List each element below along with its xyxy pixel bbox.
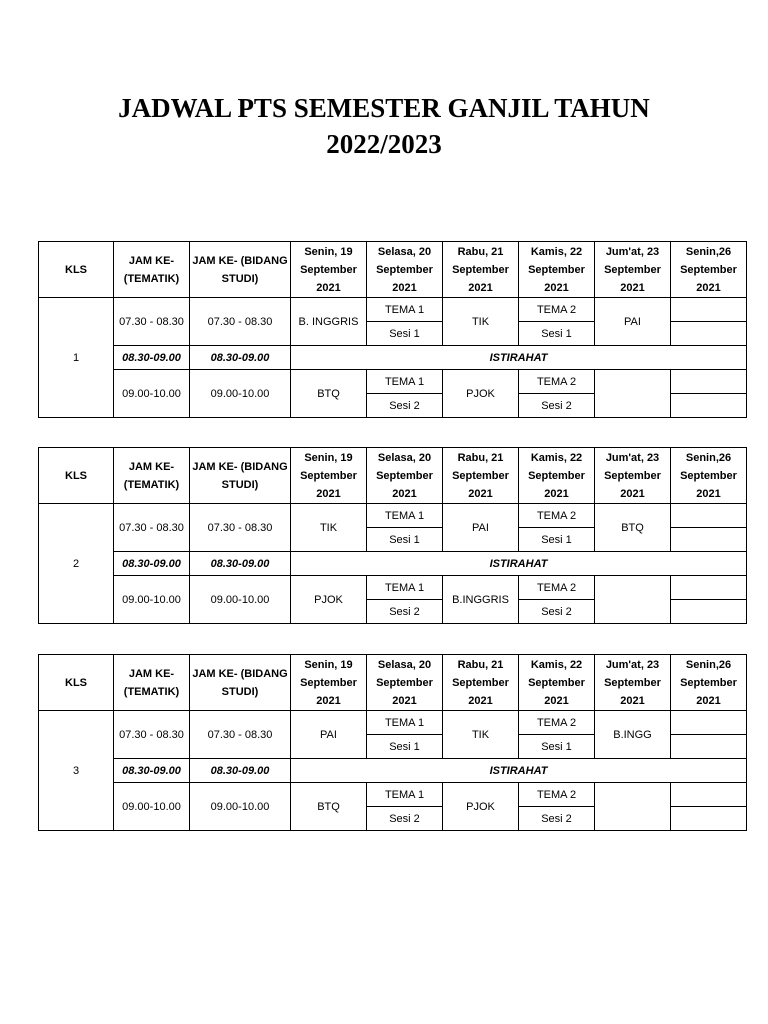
cell-sesi-1: Sesi 1 xyxy=(367,322,443,346)
time-bidang: 09.00-10.00 xyxy=(190,783,291,831)
cell-empty xyxy=(671,504,747,528)
time-tematik: 07.30 - 08.30 xyxy=(114,504,190,552)
table-row xyxy=(39,783,747,807)
table-row xyxy=(39,711,747,735)
cell-rabu: B.INGGRIS xyxy=(443,576,519,624)
cell-tema-2: TEMA 2 xyxy=(519,783,595,807)
title-line-1: JADWAL PTS SEMESTER GANJIL TAHUN xyxy=(118,93,650,123)
time-bidang: 09.00-10.00 xyxy=(190,576,291,624)
cell-sesi-2: Sesi 2 xyxy=(367,807,443,831)
break-time-tematik: 08.30-09.00 xyxy=(114,759,190,783)
time-bidang: 09.00-10.00 xyxy=(190,370,291,418)
cell-empty xyxy=(671,370,747,394)
cell-jumat xyxy=(595,576,671,624)
cell-rabu: PJOK xyxy=(443,783,519,831)
header-day: Senin,26 September 2021 xyxy=(671,242,747,298)
header-kls: KLS xyxy=(39,242,114,298)
cell-tema-1: TEMA 1 xyxy=(367,711,443,735)
cell-tema-2: TEMA 2 xyxy=(519,298,595,322)
cell-senin: BTQ xyxy=(291,783,367,831)
cell-empty xyxy=(671,394,747,418)
header-day: Senin, 19 September 2021 xyxy=(291,448,367,504)
cell-tema-1: TEMA 1 xyxy=(367,783,443,807)
class-number: 2 xyxy=(39,504,114,624)
header-kls: KLS xyxy=(39,655,114,711)
table-row xyxy=(39,504,747,528)
cell-tema-2: TEMA 2 xyxy=(519,576,595,600)
header-row xyxy=(39,448,747,504)
cell-sesi-2: Sesi 2 xyxy=(519,394,595,418)
cell-senin: PJOK xyxy=(291,576,367,624)
cell-empty xyxy=(671,735,747,759)
header-day: Rabu, 21 September 2021 xyxy=(443,242,519,298)
table-row xyxy=(39,576,747,600)
time-tematik: 07.30 - 08.30 xyxy=(114,298,190,346)
header-kls: KLS xyxy=(39,448,114,504)
time-tematik: 09.00-10.00 xyxy=(114,370,190,418)
schedule-table-class-3 xyxy=(38,654,747,831)
cell-senin: B. INGGRIS xyxy=(291,298,367,346)
time-bidang: 07.30 - 08.30 xyxy=(190,298,291,346)
cell-tema-1: TEMA 1 xyxy=(367,370,443,394)
cell-tema-1: TEMA 1 xyxy=(367,298,443,322)
cell-sesi-2: Sesi 2 xyxy=(519,600,595,624)
header-row xyxy=(39,655,747,711)
header-day: Senin,26 September 2021 xyxy=(671,655,747,711)
break-label: ISTIRAHAT xyxy=(291,759,747,783)
cell-rabu: PJOK xyxy=(443,370,519,418)
page-title xyxy=(0,90,768,162)
cell-jumat: B.INGG xyxy=(595,711,671,759)
header-jam-tematik: JAM KE- (TEMATIK) xyxy=(114,448,190,504)
cell-empty xyxy=(671,576,747,600)
cell-rabu: TIK xyxy=(443,711,519,759)
break-label: ISTIRAHAT xyxy=(291,552,747,576)
header-day: Senin, 19 September 2021 xyxy=(291,655,367,711)
cell-jumat xyxy=(595,370,671,418)
cell-sesi-1: Sesi 1 xyxy=(519,322,595,346)
header-day: Kamis, 22 September 2021 xyxy=(519,448,595,504)
cell-empty xyxy=(671,711,747,735)
time-tematik: 09.00-10.00 xyxy=(114,576,190,624)
time-bidang: 07.30 - 08.30 xyxy=(190,504,291,552)
break-time-bidang: 08.30-09.00 xyxy=(190,346,291,370)
title-line-2: 2022/2023 xyxy=(326,129,442,159)
header-day: Rabu, 21 September 2021 xyxy=(443,655,519,711)
header-day: Senin, 19 September 2021 xyxy=(291,242,367,298)
header-row xyxy=(39,242,747,298)
header-jam-tematik: JAM KE- (TEMATIK) xyxy=(114,655,190,711)
time-tematik: 07.30 - 08.30 xyxy=(114,711,190,759)
header-jam-bidang: JAM KE- (BIDANG STUDI) xyxy=(190,242,291,298)
cell-empty xyxy=(671,298,747,322)
cell-empty xyxy=(671,783,747,807)
header-day: Kamis, 22 September 2021 xyxy=(519,242,595,298)
cell-tema-2: TEMA 2 xyxy=(519,370,595,394)
cell-tema-2: TEMA 2 xyxy=(519,504,595,528)
header-day: Senin,26 September 2021 xyxy=(671,448,747,504)
break-time-tematik: 08.30-09.00 xyxy=(114,346,190,370)
cell-tema-1: TEMA 1 xyxy=(367,576,443,600)
header-day: Jum'at, 23 September 2021 xyxy=(595,448,671,504)
cell-sesi-1: Sesi 1 xyxy=(519,528,595,552)
cell-empty xyxy=(671,322,747,346)
cell-sesi-1: Sesi 1 xyxy=(519,735,595,759)
break-row xyxy=(39,759,747,783)
cell-empty xyxy=(671,528,747,552)
cell-empty xyxy=(671,807,747,831)
cell-tema-1: TEMA 1 xyxy=(367,504,443,528)
schedule-table-class-1 xyxy=(38,241,747,418)
cell-rabu: TIK xyxy=(443,298,519,346)
break-row xyxy=(39,552,747,576)
header-day: Selasa, 20 September 2021 xyxy=(367,448,443,504)
header-day: Jum'at, 23 September 2021 xyxy=(595,242,671,298)
cell-sesi-2: Sesi 2 xyxy=(367,600,443,624)
schedule-table-class-2 xyxy=(38,447,747,624)
break-time-bidang: 08.30-09.00 xyxy=(190,759,291,783)
cell-jumat: PAI xyxy=(595,298,671,346)
break-time-tematik: 08.30-09.00 xyxy=(114,552,190,576)
cell-jumat: BTQ xyxy=(595,504,671,552)
table-row xyxy=(39,370,747,394)
header-jam-bidang: JAM KE- (BIDANG STUDI) xyxy=(190,448,291,504)
time-bidang: 07.30 - 08.30 xyxy=(190,711,291,759)
cell-empty xyxy=(671,600,747,624)
header-day: Selasa, 20 September 2021 xyxy=(367,242,443,298)
header-jam-tematik: JAM KE- (TEMATIK) xyxy=(114,242,190,298)
header-day: Jum'at, 23 September 2021 xyxy=(595,655,671,711)
class-number: 1 xyxy=(39,298,114,418)
cell-sesi-1: Sesi 1 xyxy=(367,735,443,759)
cell-senin: TIK xyxy=(291,504,367,552)
cell-jumat xyxy=(595,783,671,831)
cell-rabu: PAI xyxy=(443,504,519,552)
cell-tema-2: TEMA 2 xyxy=(519,711,595,735)
cell-sesi-1: Sesi 1 xyxy=(367,528,443,552)
cell-sesi-2: Sesi 2 xyxy=(367,394,443,418)
header-jam-bidang: JAM KE- (BIDANG STUDI) xyxy=(190,655,291,711)
break-time-bidang: 08.30-09.00 xyxy=(190,552,291,576)
cell-sesi-2: Sesi 2 xyxy=(519,807,595,831)
header-day: Rabu, 21 September 2021 xyxy=(443,448,519,504)
class-number: 3 xyxy=(39,711,114,831)
header-day: Selasa, 20 September 2021 xyxy=(367,655,443,711)
break-row xyxy=(39,346,747,370)
table-row xyxy=(39,298,747,322)
time-tematik: 09.00-10.00 xyxy=(114,783,190,831)
break-label: ISTIRAHAT xyxy=(291,346,747,370)
header-day: Kamis, 22 September 2021 xyxy=(519,655,595,711)
cell-senin: BTQ xyxy=(291,370,367,418)
cell-senin: PAI xyxy=(291,711,367,759)
